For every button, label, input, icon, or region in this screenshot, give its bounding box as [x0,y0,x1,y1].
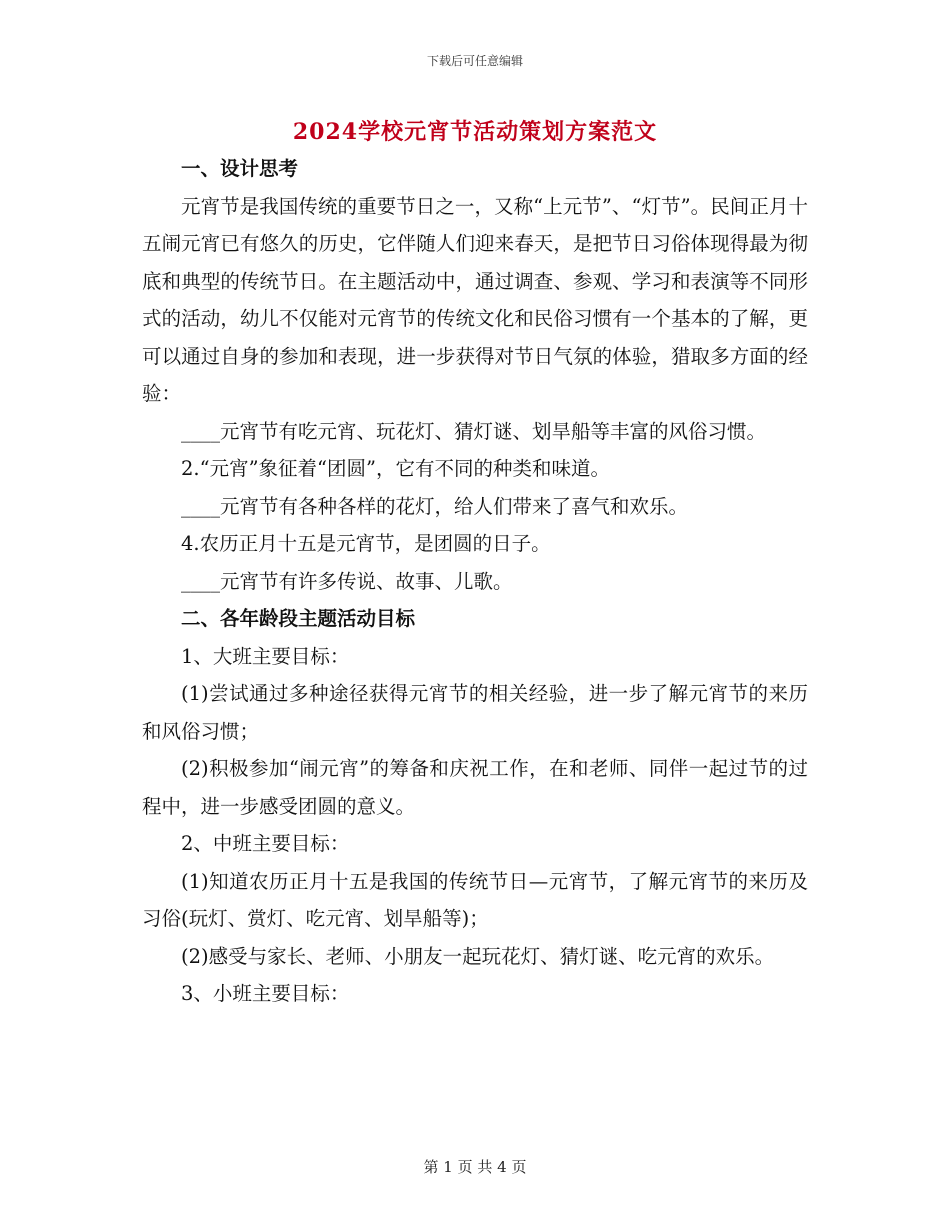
section-1-heading: 一、设计思考 [181,157,299,180]
document-body [142,150,808,1013]
section-1-item-1: ____元宵节有吃元宵、玩花灯、猜灯谜、划旱船等丰富的风俗习惯。 [181,419,767,443]
small-class-goals-heading: 3、小班主要目标： [181,982,350,1005]
big-class-goal-2: (2)积极参加“闹元宵”的筹备和庆祝工作，在和老师、同伴一起过节的过程中，进一步感受团圆的意义。 [142,757,808,818]
section-1-item-4: 4.农历正月十五是元宵节，是团圆的日子。 [181,532,551,555]
section-2-heading: 二、各年龄段主题活动目标 [181,607,416,630]
middle-class-goals-heading: 2、中班主要目标： [181,832,350,855]
section-1-intro: 元宵节是我国传统的重要节日之一，又称“上元节”、“灯节”。民间正月十五闹元宵已有悠久的历史，它伴随人们迎来春天，是把节日习俗体现得最为彻底和典型的传统节日。在主题活动中，通过调查、参观、学习和表演等不同形式的活动，幼儿不仅能对元宵节的传统文化和民俗习惯有一个基本的了解，更可以通过自身的参加和表现，进一步获得对节日气氛的体验，猎取多方面的经验： [142,194,808,405]
big-class-goals-heading: 1、大班主要目标： [181,644,350,668]
page-number: 第 1 页 共 4 页 [423,1158,527,1176]
page-header-note: 下载后可任意编辑 [426,54,523,68]
section-1-item-2: 2.“元宵”象征着“团圆”，它有不同的种类和味道。 [181,457,610,480]
section-1-item-5: ____元宵节有许多传说、故事、儿歌。 [181,569,513,593]
section-1-item-3: ____元宵节有各种各样的花灯，给人们带来了喜气和欢乐。 [181,494,689,518]
document-title: 2024学校元宵节活动策划方案范文 [292,119,658,145]
big-class-goal-1: (1)尝试通过多种途径获得元宵节的相关经验，进一步了解元宵节的来历和风俗习惯； [142,682,808,743]
middle-class-goal-2: (2)感受与家长、老师、小朋友一起玩花灯、猜灯谜、吃元宵的欢乐。 [181,944,775,968]
middle-class-goal-1: (1)知道农历正月十五是我国的传统节日—元宵节，了解元宵节的来历及习俗(玩灯、赏灯、吃元宵、划旱船等)； [142,869,808,930]
